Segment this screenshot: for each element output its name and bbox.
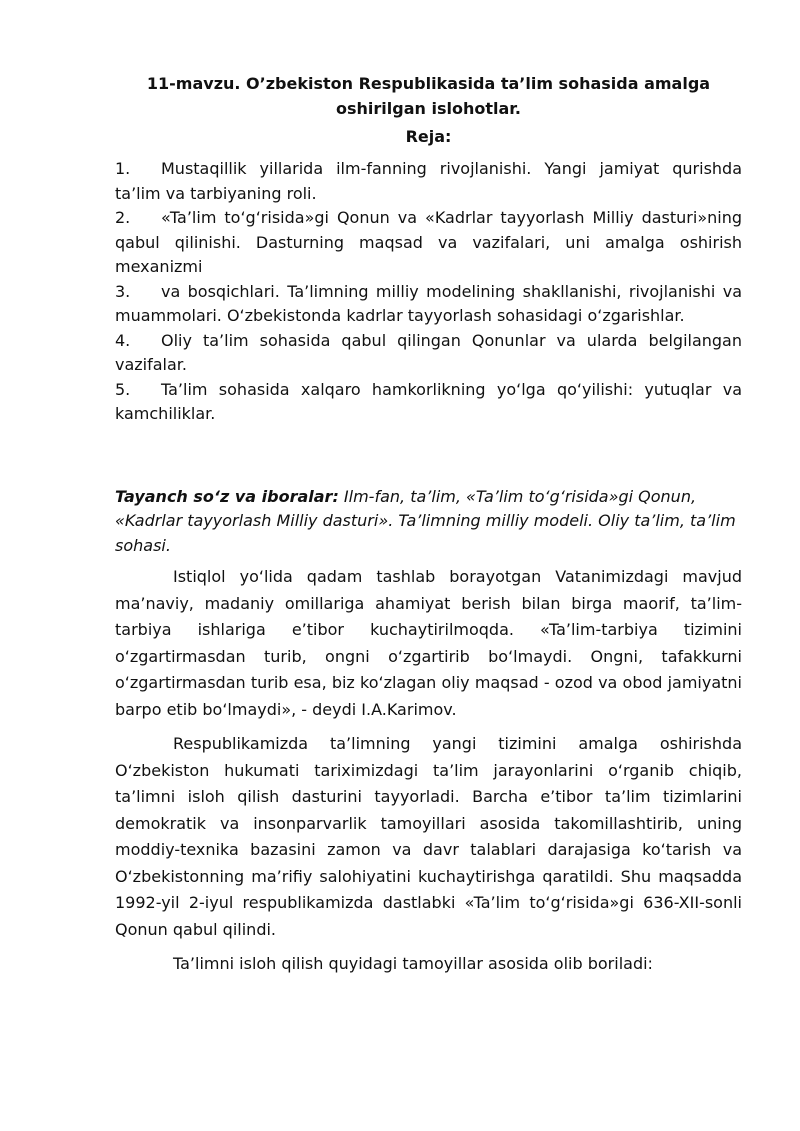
body-paragraph: Ta’limni isloh qilish quyidagi tamoyillar asosida olib boriladi: xyxy=(173,954,653,973)
plan-item-number: 3. xyxy=(115,281,131,301)
title-line-1: 11-mavzu. O’zbekiston Respublikasida ta’lim sohasida amalga xyxy=(146,74,711,93)
keywords-text: Ilm-fan, ta’lim, «Ta’lim to‘g‘risida»gi Qonun, «Kadrlar tayyorlash Milliy dasturi». Ta’limning milliy modeli. Oliy ta’lim, ta’lim sohasi. xyxy=(115,486,736,555)
plan-item-number: 1. xyxy=(115,159,131,178)
plan-item-number: 4. xyxy=(115,330,131,350)
plan-item xyxy=(115,378,742,427)
plan-heading: Reja: xyxy=(405,127,452,146)
plan-item-text: va bosqichlari. Ta’limning milliy modelining shakllanishi, rivojlanishi va muammolari. O‘zbekistonda kadrlar tayyorlash sohasidagi o‘zgarishlar. xyxy=(115,281,742,325)
plan-item-number: 2. xyxy=(115,208,131,227)
document-title xyxy=(115,72,742,121)
keywords-block xyxy=(115,485,742,559)
plan-item xyxy=(115,280,742,329)
title-line-2: oshirilgan islohotlar. xyxy=(336,98,521,118)
plan-item xyxy=(115,157,742,206)
plan-item-text: Ta’lim sohasida xalqaro hamkorlikning yo‘lga qo‘yilishi: yutuqlar va kamchiliklar. xyxy=(115,379,742,423)
plan-item-text: Mustaqillik yillarida ilm-fanning rivojlanishi. Yangi jamiyat qurishda ta’lim va tarbiyaning roli. xyxy=(115,159,742,203)
plan-item-text: «Ta’lim to‘g‘risida»gi Qonun va «Kadrlar tayyorlash Milliy dasturi»ning qabul qilinishi. Dasturning maqsad va vazifalari, uni amalga oshirish mexanizmi xyxy=(115,208,742,276)
keywords-label: Tayanch so‘z va iboralar: xyxy=(115,486,339,506)
plan-item xyxy=(115,329,742,378)
body-paragraph: Istiqlol yo‘lida qadam tashlab borayotgan Vatanimizdagi mavjud ma’naviy, madaniy omillariga ahamiyat berish bilan birga maorif, ta’lim-tarbiya ishlariga e’tibor kuchaytirilmoqda. «Ta’lim-tarbiya tizimini o‘zgartirmasdan turib, ongni o‘zgartirib bo‘lmaydi. Ongni, tafakkurni o‘zgartirmasdan turib esa, biz ko‘zlagan oliy maqsad - ozod va obod jamiyatni barpo etib bo‘lmaydi», - deydi I.A.Karimov. xyxy=(115,567,742,719)
body-paragraph: Respublikamizda ta’limning yangi tizimini amalga oshirishda O‘zbekiston hukumati tariximizdagi ta’lim jarayonlarini o‘rganib chiqib, ta’limni isloh qilish dasturini tayyorladi. Barcha e’tibor ta’lim tizimlarini demokratik va insonparvarlik tamoyillari asosida takomillashtirib, uning moddiy-texnika bazasini zamon va davr talablari darajasiga ko‘tarish va O‘zbekistonning ma’rifiy salohiyatini kuchaytirishga qaratildi. Shu maqsadda 1992-yil 2-iyul respublikamizda dastlabki «Ta’lim to‘g‘risida»gi 636-XII-sonli Qonun qabul qilindi. xyxy=(115,734,742,939)
plan-list xyxy=(115,157,742,427)
plan-item-text: Oliy ta’lim sohasida qabul qilingan Qonunlar va ularda belgilangan vazifalar. xyxy=(115,330,742,374)
document-page xyxy=(115,72,742,978)
plan-item-number: 5. xyxy=(115,379,131,399)
plan-item xyxy=(115,206,742,280)
